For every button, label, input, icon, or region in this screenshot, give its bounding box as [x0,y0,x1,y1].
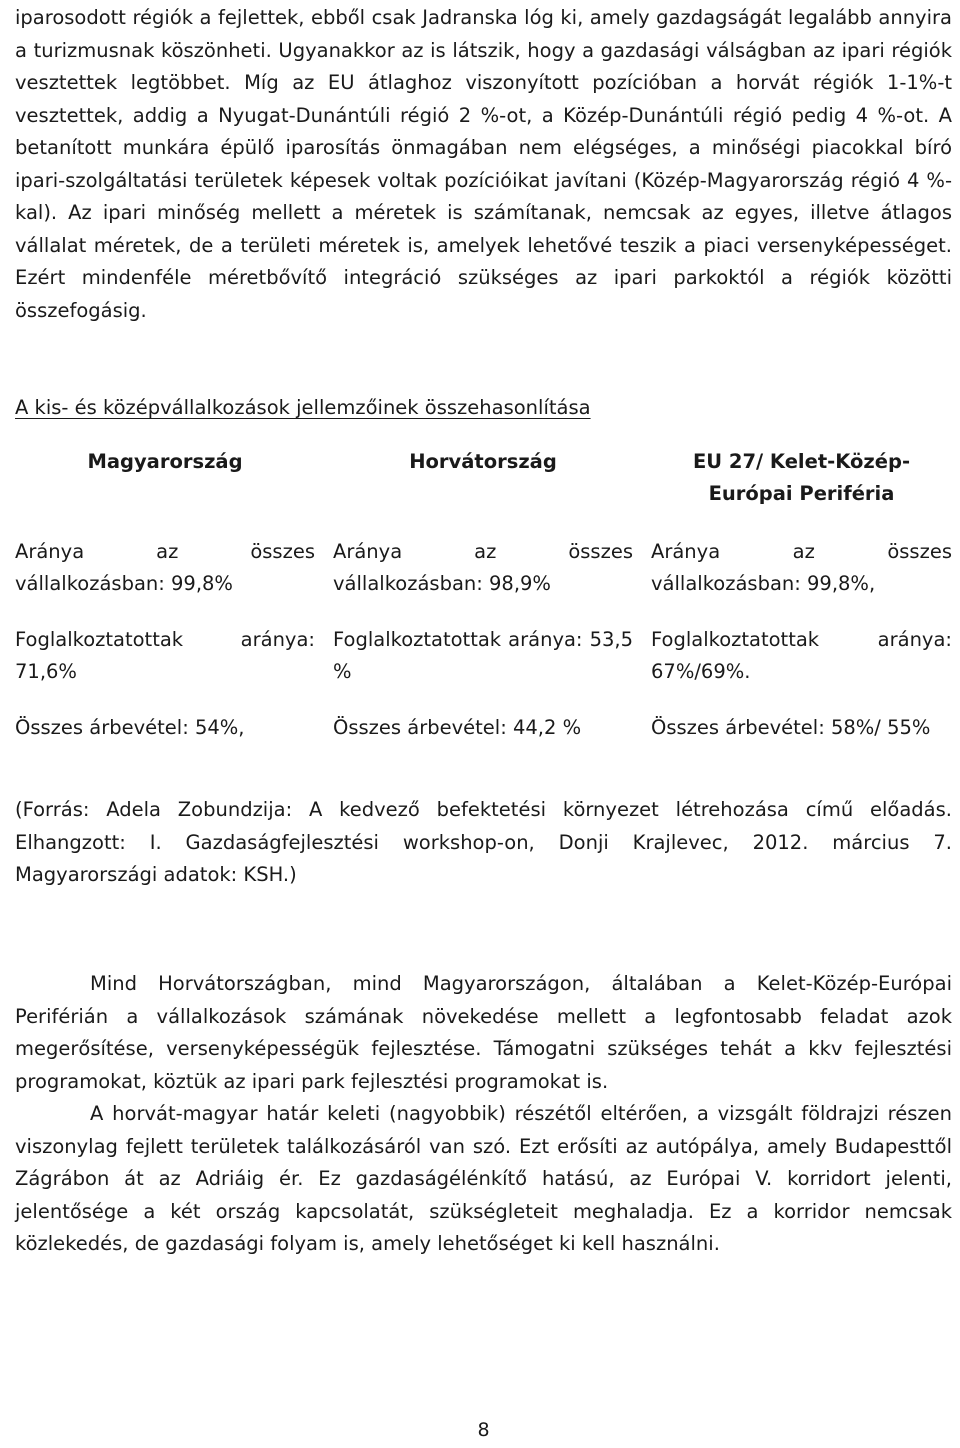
table-header-row [15,446,952,512]
header-hungary: Magyarország [87,450,243,473]
table-cell: Aránya az összes vállalkozásban: 99,8% [15,540,315,595]
table-title: A kis- és középvállalkozások jellemzőinek összehasonlítása [15,396,591,419]
table-cell: Összes árbevétel: 54%, [15,716,245,739]
table-cell: Foglalkoztatottak aránya: 53,5 % [333,628,633,683]
page-number: 8 [477,1419,490,1441]
header-eu27: EU 27/ Kelet-Közép-Európai Periféria [692,450,911,505]
source-note: (Forrás: Adela Zobundzija: A kedvező befektetési környezet létrehozása című előadás. Elhangzott: I. Gazdaságfejlesztési workshop-on, Donji Krajlevec, 2012. március 7. Magyarországi adatok: KSH.) [15,798,952,886]
table-row [15,624,952,688]
table-cell: Aránya az összes vállalkozásban: 99,8%, [651,540,952,595]
body-paragraph: Mind Horvátországban, mind Magyarországon, általában a Kelet-Közép-Európai Periférián a vállalkozások számának növekedése mellett a legfontosabb feladat azok megerősítése, versenyképességük fejlesztése. Támogatni szükséges tehát a kkv fejlesztési programokat, köztük az ipari park fejlesztési programokat is. [15,972,952,1093]
table-row [15,536,952,600]
table-cell: Összes árbevétel: 44,2 % [333,716,582,739]
table-cell: Aránya az összes vállalkozásban: 98,9% [333,540,633,595]
table-cell: Összes árbevétel: 58%/ 55% [651,716,931,739]
table-cell: Foglalkoztatottak aránya: 71,6% [15,628,315,683]
comparison-table [15,446,952,744]
table-row [15,712,952,744]
body-paragraph: A horvát-magyar határ keleti (nagyobbik) részétől eltérően, a vizsgált földrajzi részen viszonylag fejlett területek találkozásáról van szó. Ezt erősíti az autópálya, amely Budapesttől Zágrábon át az Adriáig ér. Ez gazdaságélénkítő hatású, az Európai V. korridort jelenti, jelentősége a két ország kapcsolatát, szükségleteit meghaladja. Ez a korridor nemcsak közlekedés, de gazdasági folyam is, amely lehetőséget ki kell használni. [15,1102,952,1255]
intro-paragraph: iparosodott régiók a fejlettek, ebből csak Jadranska lóg ki, amely gazdagságát legalább annyira a turizmusnak köszönheti. Ugyanakkor az is látszik, hogy a gazdasági válságban az ipari régiók vesztettek legtöbbet. Míg az EU átlaghoz viszonyított pozícióban a horvát régiók 1-1%-t vesztettek, addig a Nyugat-Dunántúli régió 2 %-ot, a Közép-Dunántúli régió pedig 4 %-ot. A betanított munkára épülő iparosítás önmagában nem elégséges, a minőségi piacokkal bíró ipari-szolgáltatási területek képesek voltak pozícióikat javítani (Közép-Magyarország régió 4 %-kal). Az ipari minőség mellett a méretek is számítanak, nemcsak az egyes, illetve átlagos vállalat méretek, de a területi méretek is, amelyek lehetővé teszik a piaci versenyképességet. Ezért mindenféle méretbővítő integráció szükséges az ipari parkoktól a régiók közötti összefogásig. [15,6,952,322]
header-croatia: Horvátország [409,450,557,473]
table-cell: Foglalkoztatottak aránya: 67%/69%. [651,628,952,683]
